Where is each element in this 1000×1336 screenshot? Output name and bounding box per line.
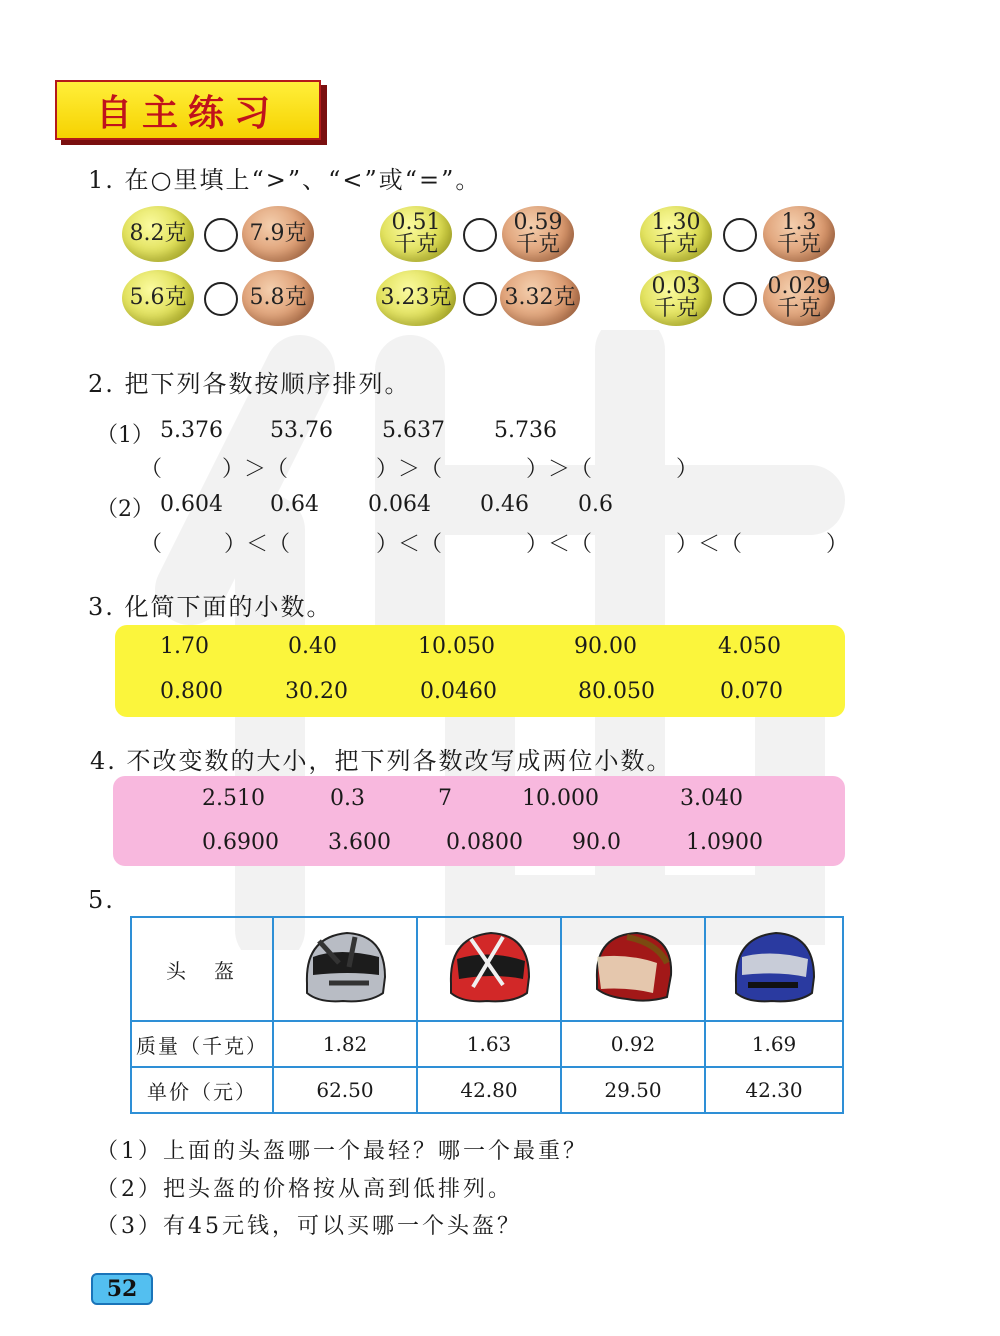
number: 90.00 (574, 634, 637, 659)
compare-circle[interactable] (204, 282, 238, 316)
number: 30.20 (285, 679, 348, 704)
number: 5.376 (160, 418, 223, 443)
egg-unit: 千克 (393, 232, 438, 257)
paren: （ (140, 457, 163, 482)
egg-left (122, 206, 194, 262)
egg-unit: 千克 (776, 232, 821, 257)
egg-text: 0.029 (767, 274, 831, 299)
q2-prompt: 2. 把下列各数按顺序排列。 (88, 370, 411, 398)
paren: （ (140, 532, 163, 557)
compare-circle[interactable] (204, 218, 238, 252)
egg-right (242, 206, 314, 262)
egg-text: 8.2克 (129, 221, 187, 246)
number: 0.064 (368, 492, 431, 517)
number: 2.510 (202, 786, 265, 811)
egg-right (502, 206, 574, 262)
egg-text: 1.3 (781, 210, 817, 235)
mass-value: 0.92 (561, 1021, 705, 1067)
number: 80.050 (578, 679, 655, 704)
table-row (131, 917, 843, 1021)
number: 1.0900 (686, 830, 763, 855)
q2-part2-label: （2） (96, 497, 154, 522)
number: 5.736 (494, 418, 557, 443)
price-value: 62.50 (273, 1067, 417, 1113)
section-banner (55, 80, 321, 140)
egg-text: 7.9克 (249, 221, 307, 246)
mass-value: 1.69 (705, 1021, 843, 1067)
q4-prompt: 4. 不改变数的大小，把下列各数改写成两位小数。 (90, 747, 673, 775)
paren: ）＞（ (526, 457, 593, 482)
q5-sub2: （2）把头盔的价格按从高到低排列。 (96, 1177, 513, 1202)
number: 0.6900 (202, 830, 279, 855)
number: 7 (438, 786, 452, 811)
number: 0.604 (160, 492, 223, 517)
egg-text: 5.6克 (129, 285, 187, 310)
egg-unit: 千克 (653, 232, 698, 257)
egg-text: 0.51 (391, 210, 441, 235)
compare-circle[interactable] (723, 218, 757, 252)
mass-label: 质量（千克） (131, 1021, 273, 1067)
number: 90.0 (572, 830, 621, 855)
egg-text: 0.59 (513, 210, 563, 235)
number: 10.000 (522, 786, 599, 811)
banner-title: 自主练习 (95, 92, 280, 134)
egg-right (500, 270, 580, 326)
q1-prompt: 1. 在○里填上“>”、“<”或“=”。 (88, 166, 482, 194)
number: 4.050 (718, 634, 781, 659)
paren: ）＞（ (376, 457, 443, 482)
egg-text: 3.32克 (504, 285, 576, 310)
egg-text: 0.03 (651, 274, 701, 299)
egg-left (122, 270, 194, 326)
helmet-image-cell (561, 917, 705, 1021)
page-number: 52 (91, 1273, 153, 1305)
number: 0.40 (288, 634, 337, 659)
price-value: 42.80 (417, 1067, 561, 1113)
mass-value: 1.63 (417, 1021, 561, 1067)
number: 0.0460 (420, 679, 497, 704)
q5-sub3: （3）有45元钱，可以买哪一个头盔？ (96, 1214, 522, 1239)
number: 3.600 (328, 830, 391, 855)
egg-left (640, 206, 712, 262)
number: 1.70 (160, 634, 209, 659)
number: 0.3 (330, 786, 365, 811)
compare-circle[interactable] (463, 218, 497, 252)
compare-circle[interactable] (723, 282, 757, 316)
egg-text: 3.23克 (380, 285, 452, 310)
table-row (131, 1021, 843, 1067)
egg-unit: 千克 (776, 296, 821, 321)
price-value: 42.30 (705, 1067, 843, 1113)
q2-part1-label: （1） (96, 423, 154, 448)
helmet-image-open-face (587, 923, 679, 1011)
egg-text: 1.30 (651, 210, 701, 235)
egg-text: 5.8克 (249, 285, 307, 310)
egg-unit: 千克 (515, 232, 560, 257)
number: 0.46 (480, 492, 529, 517)
paren: ）＜（ (676, 532, 743, 557)
paren: ）＞（ (222, 457, 289, 482)
q3-prompt: 3. 化简下面的小数。 (88, 593, 333, 621)
q5-sub1: （1）上面的头盔哪一个最轻？哪一个最重？ (96, 1139, 588, 1164)
number: 0.800 (160, 679, 223, 704)
helmet-table (130, 916, 844, 1114)
mass-value: 1.82 (273, 1021, 417, 1067)
compare-circle[interactable] (463, 282, 497, 316)
paren: ）＜（ (526, 532, 593, 557)
paren: ） (676, 457, 699, 482)
helmet-image-red (443, 923, 535, 1011)
helmet-image-cell (273, 917, 417, 1021)
egg-left (376, 270, 456, 326)
helmet-image-cell (417, 917, 561, 1021)
number: 0.6 (578, 492, 613, 517)
helmet-image-blue (728, 923, 820, 1011)
table-header-cell: 头 盔 (131, 917, 273, 1021)
helmet-image-cell (705, 917, 843, 1021)
table-row (131, 1067, 843, 1113)
price-value: 29.50 (561, 1067, 705, 1113)
paren: ）＜（ (376, 532, 443, 557)
number: 53.76 (270, 418, 333, 443)
egg-right (763, 206, 835, 262)
number: 10.050 (418, 634, 495, 659)
number: 3.040 (680, 786, 743, 811)
number: 0.0800 (446, 830, 523, 855)
egg-left (640, 270, 712, 326)
egg-right (242, 270, 314, 326)
egg-unit: 千克 (653, 296, 698, 321)
price-label: 单价（元） (131, 1067, 273, 1113)
egg-left (380, 206, 452, 262)
q5-prompt: 5. (88, 886, 115, 914)
paren: ） (826, 532, 849, 557)
egg-right (763, 270, 835, 326)
number: 5.637 (382, 418, 445, 443)
helmet-image-silver (299, 923, 391, 1011)
number: 0.64 (270, 492, 319, 517)
paren: ）＜（ (224, 532, 291, 557)
number: 0.070 (720, 679, 783, 704)
